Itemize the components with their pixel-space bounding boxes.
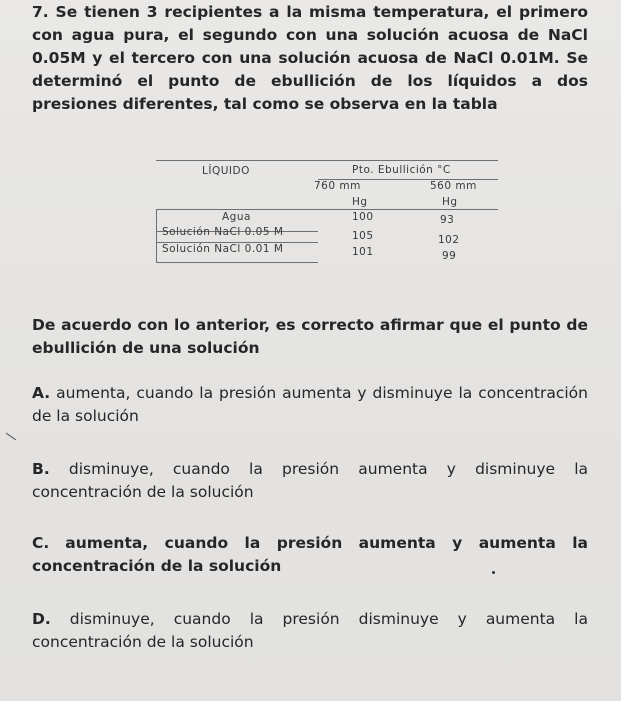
- row-value-760: 105: [352, 230, 374, 242]
- header-liquid: LÍQUIDO: [202, 165, 250, 177]
- row-value-560: 93: [440, 214, 455, 226]
- option-letter: A.: [32, 384, 51, 402]
- option-text: aumenta, cuando la presión aumenta y disminuye la concentración de la solución: [32, 384, 588, 425]
- header-760mm: 760 mm: [314, 180, 361, 192]
- option-text: aumenta, cuando la presión aumenta y aumenta la concentración de la solución: [32, 534, 588, 575]
- option-letter: D.: [32, 610, 51, 628]
- option-text: disminuye, cuando la presión disminuye y aumenta la concentración de la solución: [32, 610, 588, 651]
- option-c[interactable]: [32, 532, 588, 578]
- option-a[interactable]: [32, 382, 588, 428]
- row-value-760: 100: [352, 211, 374, 223]
- header-560-unit: Hg: [442, 196, 458, 208]
- row-name-nacl-005: Solución NaCl 0.05 M: [162, 226, 284, 238]
- question-prompt: De acuerdo con lo anterior, es correcto afirmar que el punto de ebullición de una solución: [32, 316, 588, 357]
- option-letter: B.: [32, 460, 50, 478]
- option-text: disminuye, cuando la presión aumenta y disminuye la concentración de la solución: [32, 460, 588, 501]
- boiling-point-table: [156, 160, 498, 263]
- option-b[interactable]: [32, 458, 588, 504]
- table-top-border: [156, 160, 498, 161]
- pen-mark: [6, 433, 16, 441]
- row-name-nacl-001: Solución NaCl 0.01 M: [162, 243, 284, 255]
- table-left-border: [156, 209, 157, 262]
- table-bottom-border: [156, 262, 318, 263]
- row-value-560: 102: [438, 234, 460, 246]
- header-760-unit: Hg: [352, 196, 368, 208]
- header-560mm: 560 mm: [430, 180, 477, 192]
- option-letter: C.: [32, 534, 50, 552]
- pen-dot: [492, 571, 495, 574]
- option-d[interactable]: [32, 608, 588, 654]
- row-name-agua: Agua: [222, 211, 251, 223]
- table-header-bottom-border: [156, 209, 498, 210]
- header-boiling-point: Pto. Ebullición °C: [352, 164, 451, 176]
- question-stem: 7. Se tienen 3 recipientes a la misma temperatura, el primero con agua pura, el segundo con una solución acuosa de NaCl 0.05M y el tercero con una solución acuosa de NaCl 0.01M. Se determinó el punto de ebullición de los líquidos a dos presiones diferentes, tal como se observa en la tabla: [32, 3, 588, 113]
- row-value-560: 99: [442, 250, 457, 262]
- row-value-760: 101: [352, 246, 374, 258]
